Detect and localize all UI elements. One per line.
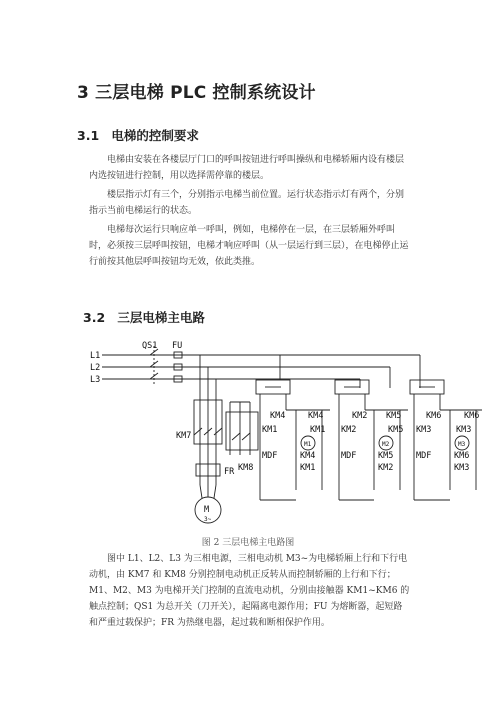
label-qs1: QS1 <box>142 341 158 351</box>
label-km6: KM6 <box>426 411 442 421</box>
label-mdf: MDF <box>341 451 357 461</box>
main-circuit-diagram <box>90 340 490 528</box>
label-km4: KM4 <box>300 451 316 461</box>
label-km3: KM3 <box>456 425 472 435</box>
label-m2: M2 <box>382 441 390 448</box>
label-km2: KM2 <box>341 425 357 435</box>
paragraph: 电梯每次运行只响应单一呼叫，例如，电梯停在一层，在三层轿厢外呼叫时，必须按三层呼叫按钮，电梯才响应呼叫（从一层运行到三层），在电梯停止运行前按其他层呼叫按钮均无效，依此类推。 <box>89 225 409 267</box>
label-km5: KM5 <box>388 425 404 435</box>
paragraph: 电梯由安装在各楼层厅门口的呼叫按钮进行呼叫操纵和电梯轿厢内设有楼层内选按钮进行控制，用以选择需停靠的楼层。 <box>89 155 405 181</box>
label-m3: M3 <box>458 441 466 448</box>
label-motor: M <box>204 505 210 515</box>
label-km1: KM1 <box>300 463 316 473</box>
figure-caption: 图 2 三层电梯主电路图 <box>201 538 295 548</box>
label-km2: KM2 <box>378 463 394 473</box>
section-heading-3-2 <box>83 308 205 326</box>
section-title: 三层电梯主电路 <box>117 310 205 325</box>
label-km2: KM2 <box>352 411 368 421</box>
label-km6: KM6 <box>464 411 480 421</box>
label-l1: L1 <box>90 351 101 361</box>
label-km1: KM1 <box>262 425 278 435</box>
label-mdf: MDF <box>262 451 278 461</box>
page-title: 3 三层电梯 PLC 控制系统设计 <box>77 83 316 103</box>
label-fr: FR <box>224 467 235 477</box>
label-km3: KM3 <box>454 463 470 473</box>
label-km5: KM5 <box>386 411 402 421</box>
label-km1: KM1 <box>310 425 326 435</box>
label-l3: L3 <box>90 375 101 385</box>
label-km6: KM6 <box>454 451 470 461</box>
label-motor-phase: 3~ <box>204 516 212 523</box>
paragraph: 图中 L1、L2、L3 为三相电源，三相电动机 M3~为电梯轿厢上行和下行电动机，由 KM7 和 KM8 分别控制电动机正反转从而控制轿厢的上行和下行；M1、M2、M3 为电梯开关门控制的直流电动机，分别由接触器 KM1~KM6 的触点控制；QS1 为总开关（刀开关），起隔离电源作用；FU 为熔断器，起短路和严重过载保护；FR 为热继电器，起过载和断相保护作用。 <box>89 554 410 628</box>
label-mdf: MDF <box>416 451 432 461</box>
section-heading-3-1 <box>77 126 199 144</box>
label-km7: KM7 <box>176 431 192 441</box>
label-km3: KM3 <box>416 425 432 435</box>
section-title: 电梯的控制要求 <box>111 128 199 143</box>
section-number: 3.2 <box>83 310 106 325</box>
label-l2: L2 <box>90 363 101 373</box>
label-km5: KM5 <box>378 451 394 461</box>
label-km4: KM4 <box>308 411 324 421</box>
label-km4: KM4 <box>270 411 286 421</box>
section-number: 3.1 <box>77 128 100 143</box>
label-km8: KM8 <box>238 463 254 473</box>
label-fu: FU <box>172 341 183 351</box>
paragraph: 楼层指示灯有三个，分别指示电梯当前位置。运行状态指示灯有两个，分别指示当前电梯运行的状态。 <box>89 190 405 216</box>
label-m1: M1 <box>304 441 312 448</box>
